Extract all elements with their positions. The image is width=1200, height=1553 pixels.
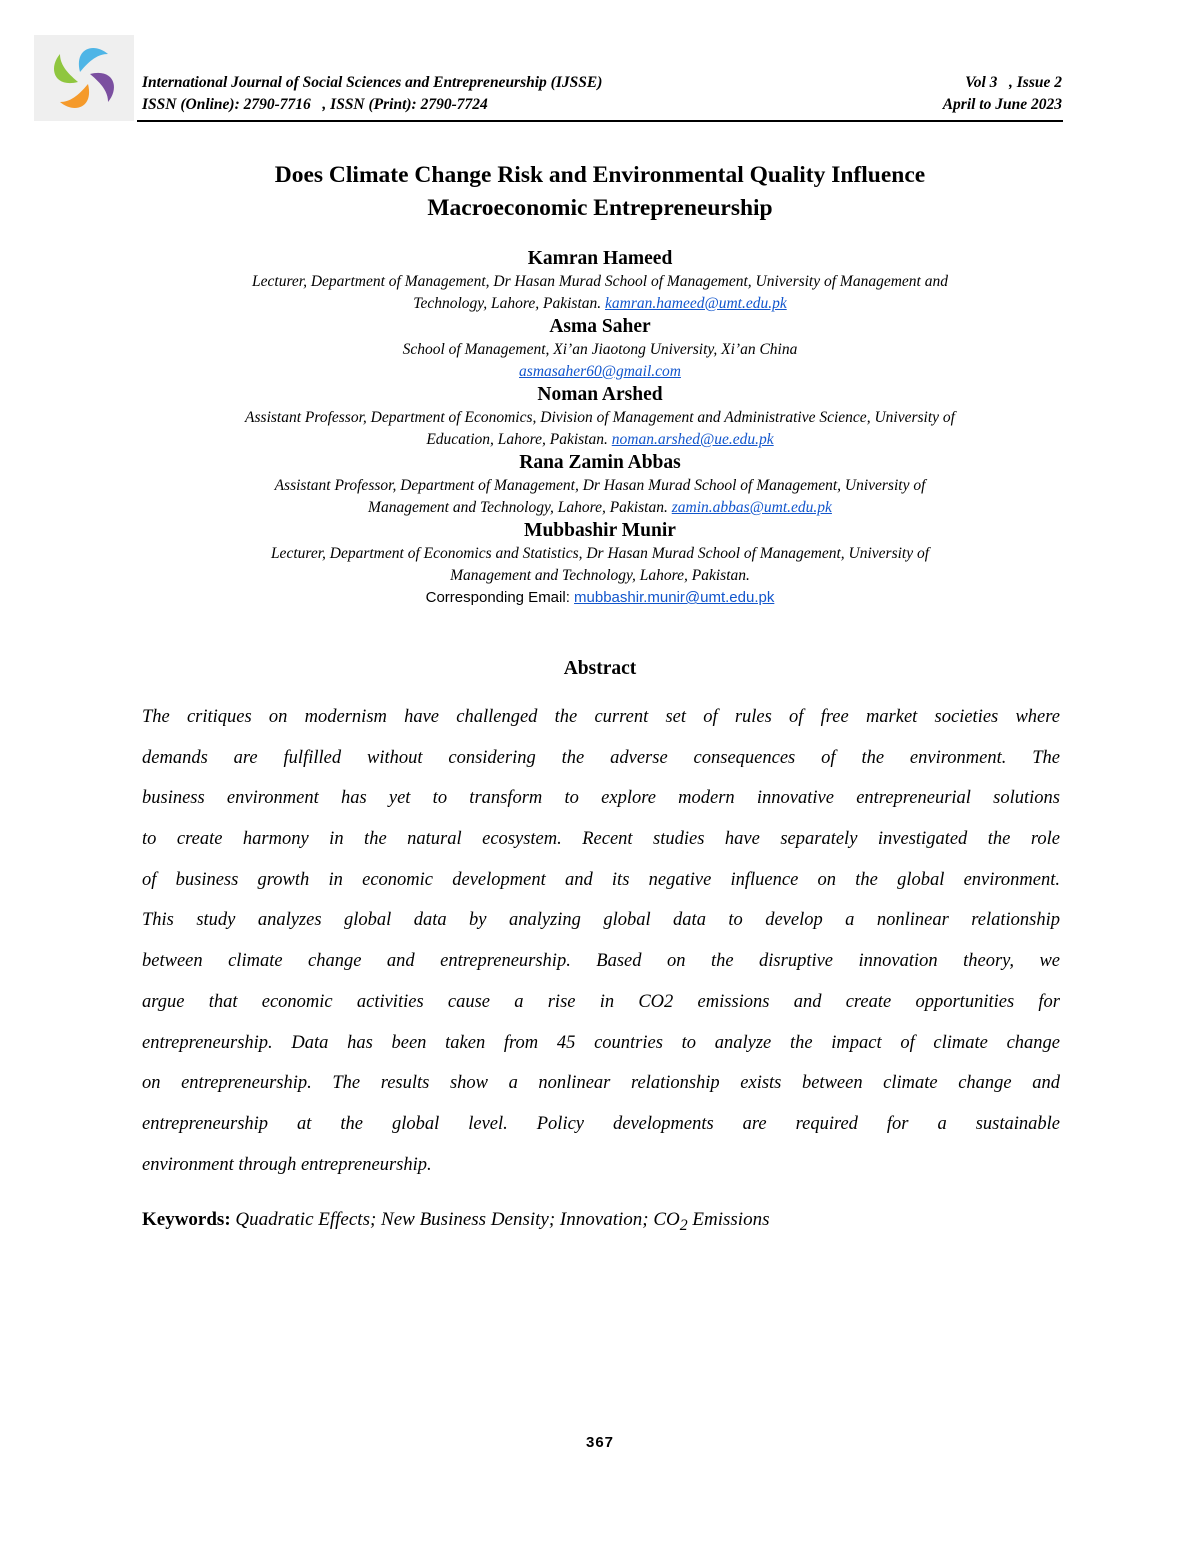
journal-logo: [34, 35, 134, 121]
keywords-label: Keywords:: [142, 1209, 231, 1230]
keywords-subscript: 2: [679, 1216, 688, 1234]
journal-logo-icon: [34, 35, 134, 121]
affiliation-text: Technology, Lahore, Pakistan.: [413, 295, 606, 312]
title-line-2: Macroeconomic Entrepreneurship: [427, 195, 773, 221]
author-name: Asma Saher: [549, 316, 651, 337]
abstract-line: of business growth in economic development and its negative influence on the global environment.: [142, 869, 1060, 890]
corresponding-email: [100, 587, 1100, 609]
abstract-heading: Abstract: [563, 658, 637, 679]
author-name: Kamran Hameed: [527, 248, 673, 269]
affiliation-line: [100, 293, 1100, 315]
author-affiliation: [100, 543, 1100, 587]
affiliation-line: [100, 429, 1100, 451]
abstract-line: entrepreneurship at the global level. Policy developments are required for a sustainable: [142, 1113, 1060, 1134]
logo-petal-purple: [90, 73, 114, 102]
paper-title: [100, 159, 1100, 225]
publication-date: April to June 2023: [942, 96, 1062, 113]
author-affiliation: [100, 271, 1100, 315]
header-divider: [137, 120, 1063, 122]
author-email-link[interactable]: noman.arshed@ue.edu.pk: [611, 431, 774, 448]
abstract-line: The critiques on modernism have challenged the current set of rules of free market societies where: [142, 707, 1060, 727]
journal-header: [142, 72, 1062, 116]
author-affiliation: [100, 407, 1100, 451]
abstract-line: business environment has yet to transform to explore modern innovative entrepreneurial solutions: [142, 788, 1060, 809]
corresponding-label: Corresponding Email:: [425, 589, 575, 606]
header-row-2: [142, 94, 1062, 116]
author-affiliation: [100, 339, 1100, 383]
volume-issue: Vol 3 , Issue 2: [965, 74, 1062, 91]
header-row-1: [142, 72, 1062, 94]
abstract-line: environment through entrepreneurship.: [142, 1154, 432, 1175]
author-email-link[interactable]: asmasaher60@gmail.com: [519, 363, 681, 380]
affiliation-text: Education, Lahore, Pakistan.: [426, 431, 612, 448]
issn: ISSN (Online): 2790-7716 , ISSN (Print): 2790-7724: [142, 96, 488, 113]
title-line-1: Does Climate Change Risk and Environmental Quality Influence: [274, 162, 926, 188]
affiliation-line: [100, 497, 1100, 519]
page-number: 367: [585, 1434, 615, 1451]
author-name: Rana Zamin Abbas: [519, 452, 681, 473]
abstract-body: [142, 697, 1060, 1185]
author-name: Noman Arshed: [537, 384, 663, 405]
affiliation-line: [100, 361, 1100, 383]
abstract-line: demands are fulfilled without considering the adverse consequences of the environment. The: [142, 747, 1060, 768]
abstract-line: between climate change and entrepreneurship. Based on the disruptive innovation theory, we: [142, 951, 1060, 972]
affiliation-line: Assistant Professor, Department of Economics, Division of Management and Administrative Science, University of: [245, 409, 955, 426]
author-affiliation: [100, 475, 1100, 519]
author-list: [100, 247, 1100, 609]
keywords-text: Quadratic Effects; New Business Density; Innovation; CO: [230, 1209, 680, 1230]
logo-petal-orange: [60, 84, 89, 108]
keywords: [142, 1206, 1060, 1240]
affiliation-line: Assistant Professor, Department of Management, Dr Hasan Murad School of Management, University of: [274, 477, 926, 494]
author-name: Mubbashir Munir: [524, 520, 676, 541]
logo-petal-blue: [79, 48, 108, 72]
corresponding-email-link[interactable]: mubbashir.munir@umt.edu.pk: [574, 589, 775, 606]
abstract-line: to create harmony in the natural ecosystem. Recent studies have separately investigated the role: [142, 829, 1060, 850]
affiliation-text: Management and Technology, Lahore, Pakistan.: [368, 499, 672, 516]
keywords-text-end: Emissions: [687, 1209, 770, 1230]
author-email-link[interactable]: kamran.hameed@umt.edu.pk: [605, 295, 787, 312]
affiliation-line: Lecturer, Department of Management, Dr Hasan Murad School of Management, University of Management and: [252, 273, 948, 290]
affiliation-line: School of Management, Xi’an Jiaotong University, Xi’an China: [402, 341, 798, 358]
affiliation-line: Management and Technology, Lahore, Pakistan.: [450, 567, 750, 584]
abstract-line: entrepreneurship. Data has been taken from 45 countries to analyze the impact of climate change: [142, 1032, 1060, 1053]
affiliation-line: Lecturer, Department of Economics and Statistics, Dr Hasan Murad School of Management, University of: [270, 545, 930, 562]
abstract-line: This study analyzes global data by analyzing global data to develop a nonlinear relationship: [142, 910, 1060, 931]
logo-petal-green: [54, 54, 78, 83]
author-email-link[interactable]: zamin.abbas@umt.edu.pk: [671, 499, 832, 516]
abstract-line: on entrepreneurship. The results show a nonlinear relationship exists between climate change and: [142, 1073, 1060, 1094]
abstract-line: argue that economic activities cause a rise in CO2 emissions and create opportunities for: [142, 991, 1060, 1012]
journal-name: International Journal of Social Sciences and Entrepreneurship (IJSSE): [142, 74, 603, 91]
